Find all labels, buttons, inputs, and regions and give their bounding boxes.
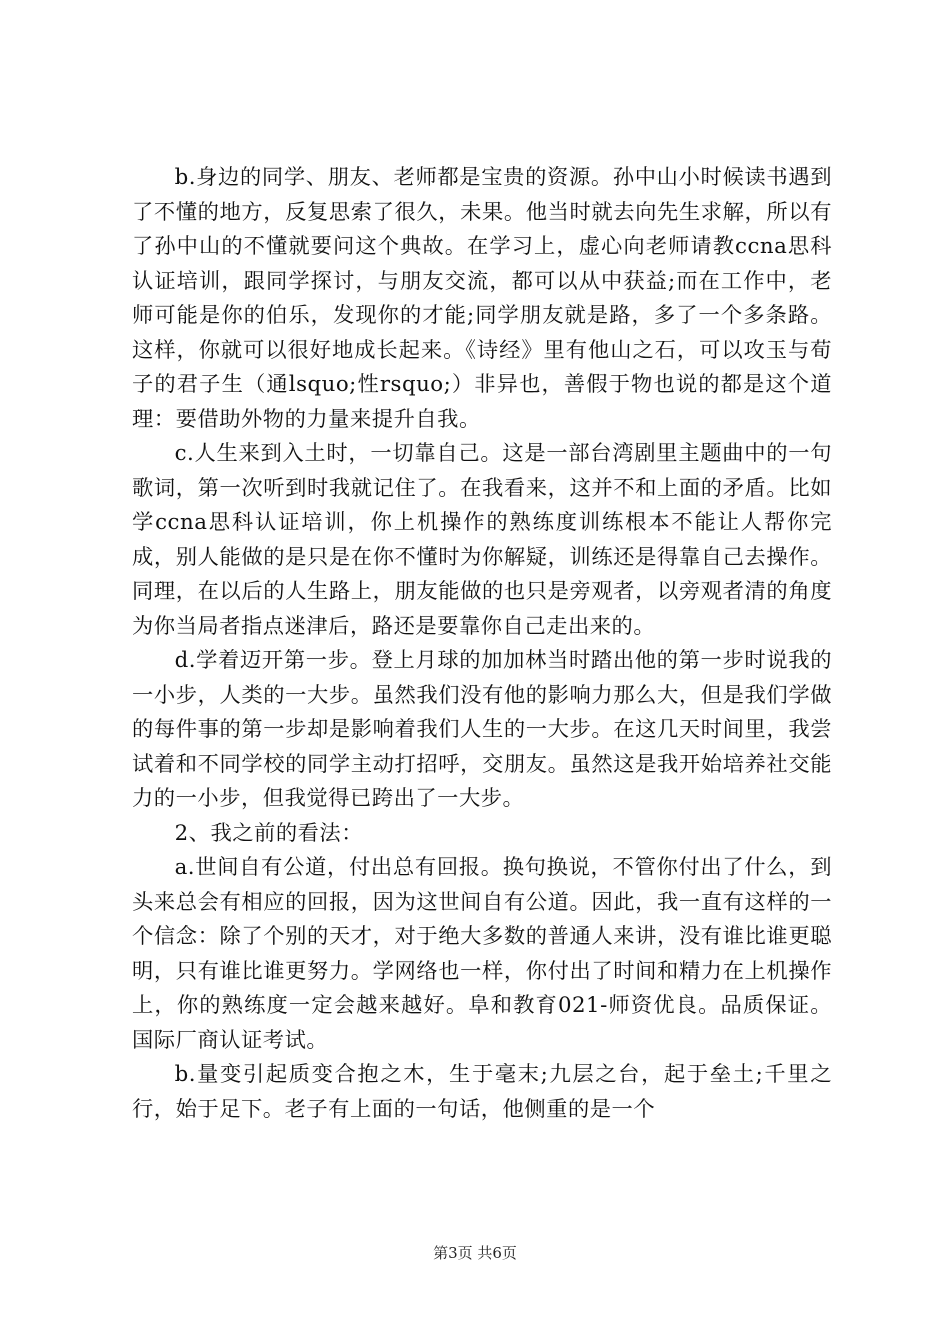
paragraph-b-quantitative-change: b.量变引起质变合抱之木，生于毫末;九层之台，起于垒土;千里之行，始于足下。老子有上面的一句话，他侧重的是一个: [132, 1062, 832, 1122]
document-body: [132, 161, 832, 1127]
section-heading-previous-views: 2、我之前的看法：: [174, 820, 364, 846]
paragraph-c-self-reliance: c.人生来到入土时，一切靠自己。这是一部台湾剧里主题曲中的一句歌词，第一次听到时我就记住了。在我看来，这并不和上面的矛盾。比如学ccna思科认证培训，你上机操作的熟练度训练根本不能让人帮你完成，别人能做的是只是在你不懂时为你解疑，训练还是得靠自己去操作。同理，在以后的人生路上，朋友能做的也只是旁观者，以旁观者清的角度为你当局者指点迷津后，路还是要靠你自己走出来的。: [132, 441, 832, 639]
paragraph-b-resources: b.身边的同学、朋友、老师都是宝贵的资源。孙中山小时候读书遇到了不懂的地方，反复思索了很久，未果。他当时就去向先生求解，所以有了孙中山的不懂就要问这个典故。在学习上，虚心向老师请教ccna思科认证培训，跟同学探讨，与朋友交流，都可以从中获益;而在工作中，老师可能是你的伯乐，发现你的才能;同学朋友就是路，多了一个多条路。这样，你就可以很好地成长起来。《诗经》里有他山之石，可以攻玉与荀子的君子生（通lsquo;性rsquo;）非异也，善假于物也说的都是这个道理：要借助外物的力量来提升自我。: [132, 165, 832, 432]
page-number-label: 第3页 共6页: [433, 1244, 517, 1262]
page-footer: [0, 1242, 950, 1263]
paragraph-a-fairness: a.世间自有公道，付出总有回报。换句换说，不管你付出了什么，到头来总会有相应的回报，因为这世间自有公道。因此，我一直有这样的一个信念：除了个别的天才，对于绝大多数的普通人来讲，没有谁比谁更聪明，只有谁比谁更努力。学网络也一样，你付出了时间和精力在上机操作上，你的熟练度一定会越来越好。阜和教育021-师资优良。品质保证。国际厂商认证考试。: [132, 855, 832, 1053]
paragraph-d-first-step: d.学着迈开第一步。登上月球的加加林当时踏出他的第一步时说我的一小步，人类的一大步。虽然我们没有他的影响力那么大，但是我们学做的每件事的第一步却是影响着我们人生的一大步。在这几天时间里，我尝试着和不同学校的同学主动打招呼，交朋友。虽然这是我开始培养社交能力的一小步，但我觉得已跨出了一大步。: [132, 648, 832, 811]
